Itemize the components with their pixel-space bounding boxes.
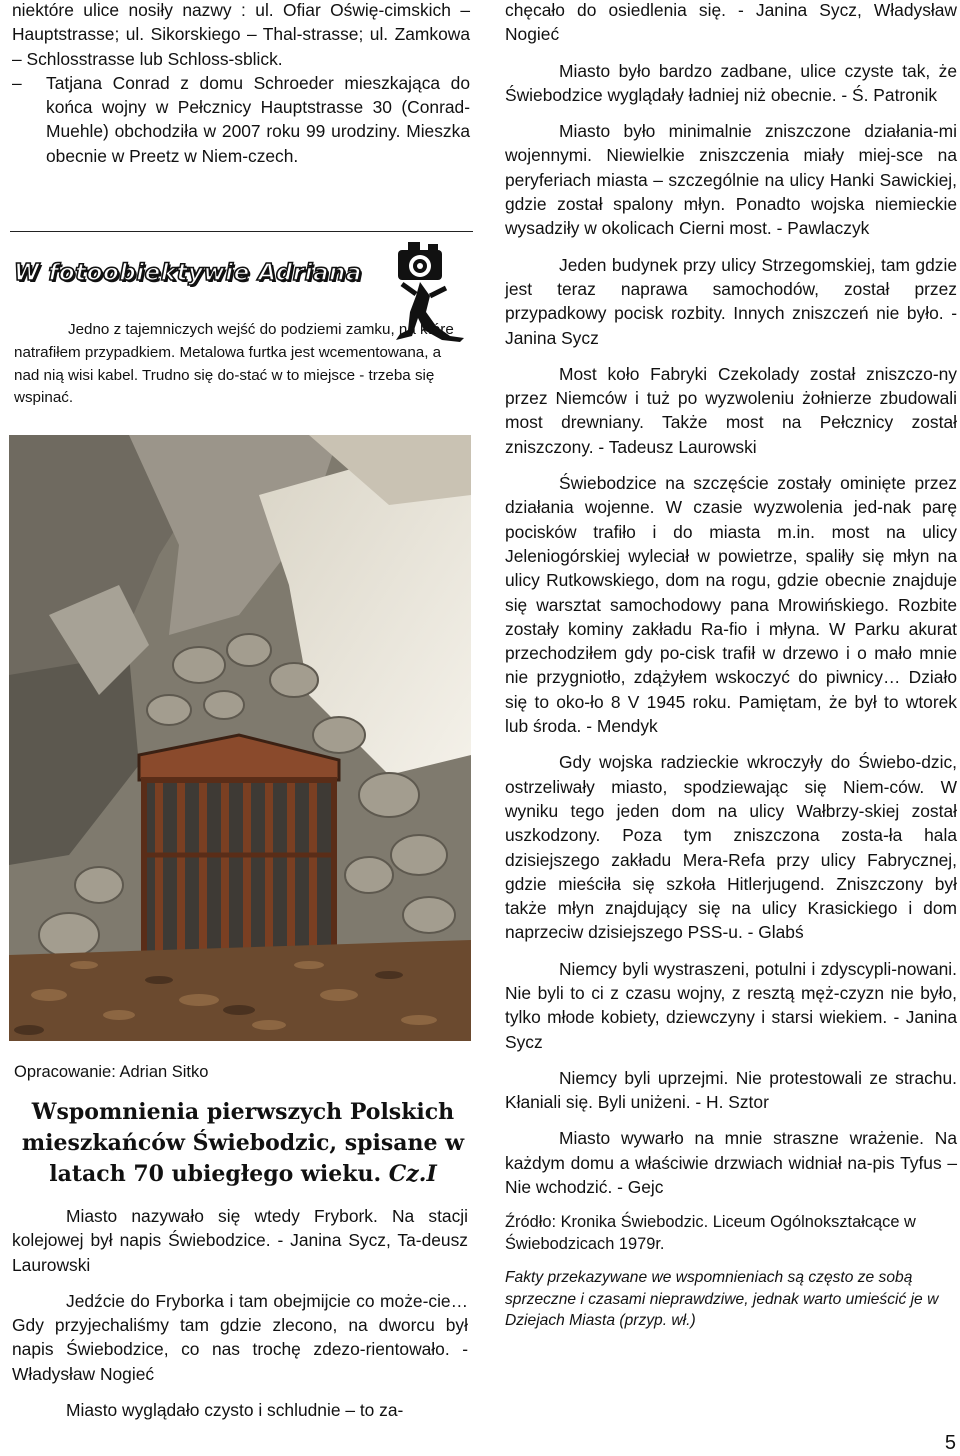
bullet-text: Tatjana Conrad z domu Schroeder mieszkająca do końca wojny w Pełcznicy Hauptstrasse 30 (Conrad-Muehle) obchodziła w 2007 roku 99 urodziny. Mieszka obecnie w Preetz w Niem-czech. [46, 72, 470, 166]
article-part: Cz.I [388, 1161, 437, 1187]
editor-note: Fakty przekazywane we wspomnieniach są często ze sobą sprzeczne i czasami nieprawdziwe, jednak warto umieścić je w Dziejach Miasta (przyp. wł.) [505, 1269, 939, 1330]
castle-gate-photo [9, 435, 471, 1041]
article-left-body [12, 1204, 468, 1422]
article-paragraph: Miasto wywarło na mnie straszne wrażenie. Na każdym domu a właściwie drzwiach widniał na-pis Tyfus – Nie wchodzić. - Gejc [505, 1128, 957, 1198]
article-title-text: Wspomnienia pierwszych Polskich mieszkańców Świebodzic, spisane w latach 70 ubiegłego wieku. [21, 1099, 465, 1187]
article-title [20, 1097, 466, 1190]
source-note: Źródło: Kronika Świebodzic. Liceum Ogólnokształcące w Świebodzicach 1979r. [505, 1213, 916, 1254]
article-paragraph: Most koło Fabryki Czekolady został zniszczo-ny przez Niemców i tuż po wyzwoleniu żołnierze zbudowali most drewniany. Także most na Pełcznicy został zniszczony. - Tadeusz Laurowski [505, 363, 957, 457]
article-paragraph: Świebodzice na szczęście zostały ominięte przez działania wojenne. W czasie wyzwolenia jed-nak parę pocisków trafiło i do miasta m.in. most na ulicy Jeleniogórskiej wyleciał w powietrze, spaliły się młyn na ulicy Rutkowskiego, dom na rogu, gdzie obecnie znajduje się warsztat samochodowy pana Mrowińskiego. Rozbite zostały kominy zakładu Ra-fio i młyna. W Parku akurat przechodziłem gdy po-cisk trafił w drzewo i o mało mnie nie przygniotło, zdążyłem wskoczyć do piwnicy… Działo się to oko-ło 8 V 1945 roku. Pamiętam, że był to wtorek lub środa. - Mendyk [505, 473, 957, 737]
article-paragraph: Miasto wyglądało czysto i schludnie – to za- [66, 1400, 404, 1421]
article-paragraph: Miasto było bardzo zadbane, ulice czyste tak, że Świebodzice wyglądały ładniej niż obecnie. - Ś. Patronik [505, 60, 957, 105]
right-column [505, 0, 957, 1332]
article-paragraph: Niemcy byli uprzejmi. Nie protestowali ze strachu. Kłaniali się. Byli uniżeni. - H. Sztor [505, 1067, 957, 1113]
article-paragraph: Gdy wojska radzieckie wkroczyły do Świebo-dzic, ostrzeliwały miasto, spodziewając się Niem-ców. W wyniku tego jeden dom na ulicy Wałbrzy-skiej został uszkodzony. Poza tym zniszczona zosta-ła hala dzisiejszego zakładu Mera-Refa przy ulicy Fabrycznej, gdzie mieściła się szkoła Hitlerjugend. Zniszczony był także młyn znajdujący się na ulicy Krasickiego i dom naprzeciw dzisiejszego PSS-u. - Glabś [505, 752, 957, 943]
bullet-dash: – [12, 72, 22, 93]
left-column [12, 0, 470, 168]
intro-paragraph: niektóre ulice nosiły nazwy : ul. Ofiar Oświę-cimskich – Hauptstrasse; ul. Sikorskiego – Thal-strasse; ul. Zamkowa – Schlosstrasse lub Schloss-sblick. [12, 0, 470, 69]
article-paragraph: Miasto było minimalnie zniszczone działania-mi wojennymi. Niewielkie zniszczenia miały miej-sce na peryferiach miasta – szczególnie na ulicy Hanki Sawickiej, gdzie został spalony młyn. Ponadto wojska niemieckie wysadziły w okolicach Cierni most. - Pawlaczyk [505, 121, 957, 239]
article-paragraph: Niemcy byli wystraszeni, potulni i zdyscypli-nowani. Nie byli to ci z czasu wojny, z resztą męż-czyzn nie było, tylko młode kobiety, dziewczyny i starsi wiekiem. - Janina Sycz [505, 958, 957, 1052]
section-banner: W fotoobiektywie Adriana [14, 260, 362, 286]
article-paragraph: Miasto nazywało się wtedy Frybork. Na stacji kolejowej był napis Świebodzice. - Janina Sycz, Ta-deusz Laurowski [12, 1206, 468, 1275]
page-number: 5 [944, 1432, 956, 1454]
photo-caption: Jedno z tajemniczych wejść do podziemi zamku, na które natrafiłem przypadkiem. Metalowa furtka jest wcementowana, a nad nią wisi kabel. Trudno się do-stać w to miejsce - trzeba się wspinać. [14, 321, 454, 407]
article-paragraph: Jeden budynek przy ulicy Strzegomskiej, tam gdzie jest teraz naprawa samochodów, został przez przypadkowy pocisk rozbity. Innych zniszczeń nie było. - Janina Sycz [505, 254, 957, 348]
section-divider [10, 231, 473, 232]
article-paragraph: Jedźcie do Fryborka i tam obejmijcie co może-cie… Gdy przyjechaliśmy tam gdzie zlecono, na dworcu był napis Świebodzice, co nas trochę zdezo-rientowało. - Władysław Nogieć [12, 1290, 468, 1384]
article-paragraph: chęcało do osiedlenia się. - Janina Sycz, Władysław Nogieć [505, 0, 957, 45]
author-credit: Opracowanie: Adrian Sitko [14, 1063, 209, 1081]
bullet-item [12, 71, 470, 168]
